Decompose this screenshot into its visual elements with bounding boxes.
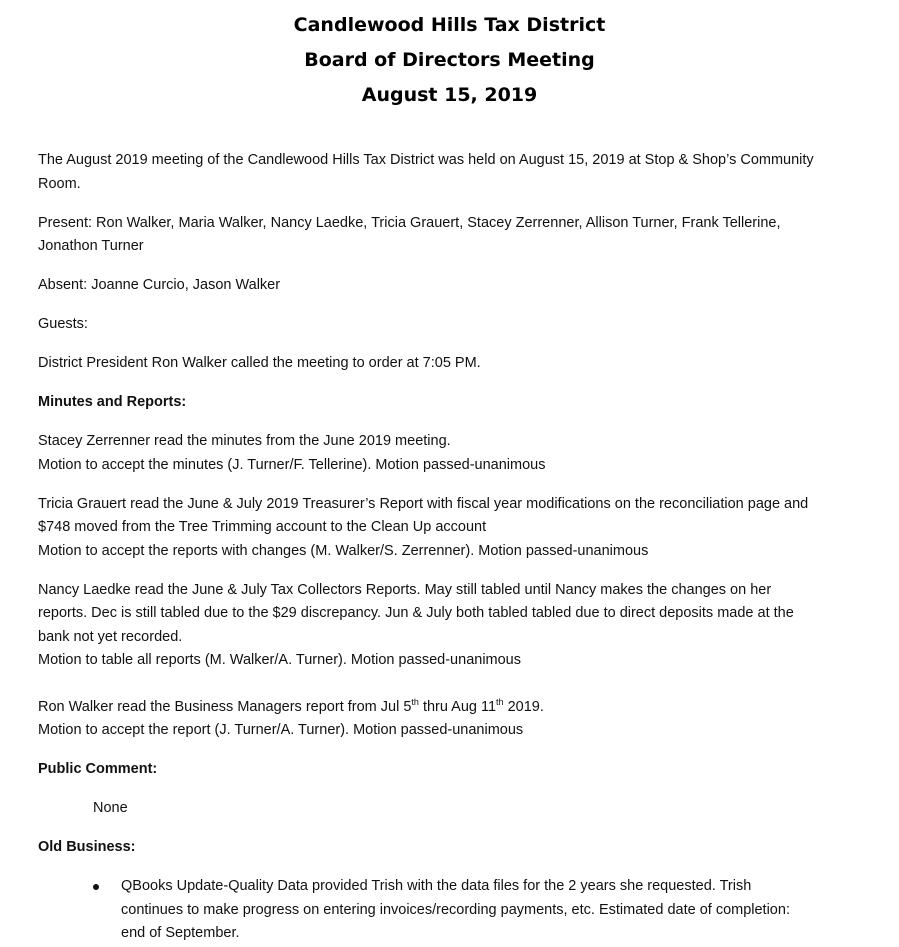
tax-collector-report-item xyxy=(38,579,868,673)
absent-line: Absent: Joanne Curcio, Jason Walker xyxy=(38,277,281,293)
motion-line: Motion to accept the minutes (J. Turner/F. Tellerine). Motion passed-unanimous xyxy=(38,456,546,473)
business-manager-line xyxy=(38,696,868,720)
intro-line: Room. xyxy=(38,175,81,192)
motion-line: Motion to accept the reports with changes (M. Walker/S. Zerrenner). Motion passed-unanimous xyxy=(38,542,649,559)
public-comment-line: None xyxy=(93,800,128,816)
list-item-line: QBooks Update-Quality Data provided Trish with the data files for the 2 years she requested. Trish xyxy=(121,878,752,894)
tax-collector-line: bank not yet recorded. xyxy=(38,628,183,645)
ordinal-suffix: th xyxy=(411,696,419,707)
section-heading: Public Comment: xyxy=(38,761,158,777)
list-item xyxy=(38,875,868,946)
treasurer-line: Tricia Grauert read the June & July 2019 Treasurer’s Report with fiscal year modifications on the reconciliation page and xyxy=(38,495,809,512)
list-item-line: continues to make progress on entering invoices/recording payments, etc. Estimated date of completion: xyxy=(121,901,790,918)
present-line: Present: Ron Walker, Maria Walker, Nancy Laedke, Tricia Grauert, Stacey Zerrenner, Allison Turner, Frank Tellerine, xyxy=(38,214,781,231)
district-title: Candlewood Hills Tax District xyxy=(293,14,606,36)
guests-line: Guests: xyxy=(38,316,88,332)
old-business-list xyxy=(38,875,868,946)
call-to-order xyxy=(38,352,868,376)
motion-line: Motion to table all reports (M. Walker/A. Turner). Motion passed-unanimous xyxy=(38,652,521,668)
section-heading-minutes-reports xyxy=(38,391,868,415)
minutes-body xyxy=(38,149,868,946)
list-item-line: end of September. xyxy=(121,925,240,941)
minutes-item xyxy=(38,430,868,477)
meeting-title: Board of Directors Meeting xyxy=(304,49,595,71)
meeting-date: August 15, 2019 xyxy=(361,84,538,106)
tax-collector-line: reports. Dec is still tabled due to the $29 discrepancy. Jun & July both tabled tabled due to direct deposits made at the xyxy=(38,605,794,621)
call-to-order-line: District President Ron Walker called the meeting to order at 7:05 PM. xyxy=(38,355,481,371)
business-manager-text: thru Aug 11 xyxy=(418,698,497,715)
business-manager-text: Ron Walker read the Business Managers report from Jul 5 xyxy=(38,698,412,715)
section-heading-public-comment xyxy=(38,758,868,782)
document-header xyxy=(0,8,899,113)
attendance-present xyxy=(38,212,868,259)
present-line: Jonathon Turner xyxy=(38,238,144,254)
tax-collector-line: Nancy Laedke read the June & July Tax Collectors Reports. May still tabled until Nancy makes the changes on her xyxy=(38,581,772,598)
minutes-line: Stacey Zerrenner read the minutes from the June 2019 meeting. xyxy=(38,433,451,449)
section-heading-old-business xyxy=(38,836,868,860)
treasurer-line: $748 moved from the Tree Trimming account to the Clean Up account xyxy=(38,519,487,535)
section-heading: Old Business: xyxy=(38,839,136,855)
business-manager-report-item xyxy=(38,696,868,743)
intro-paragraph xyxy=(38,149,868,196)
attendance-guests xyxy=(38,313,868,337)
business-manager-text: 2019. xyxy=(503,698,544,715)
public-comment-text xyxy=(38,797,868,821)
attendance-absent xyxy=(38,274,868,298)
ordinal-suffix: th xyxy=(496,696,504,707)
motion-line: Motion to accept the report (J. Turner/A. Turner). Motion passed-unanimous xyxy=(38,722,524,738)
section-heading: Minutes and Reports: xyxy=(38,394,187,410)
intro-line: The August 2019 meeting of the Candlewood Hills Tax District was held on August 15, 2019 at Stop & Shop’s Community xyxy=(38,152,814,168)
bullet-icon xyxy=(93,884,99,890)
treasurer-report-item xyxy=(38,493,868,564)
